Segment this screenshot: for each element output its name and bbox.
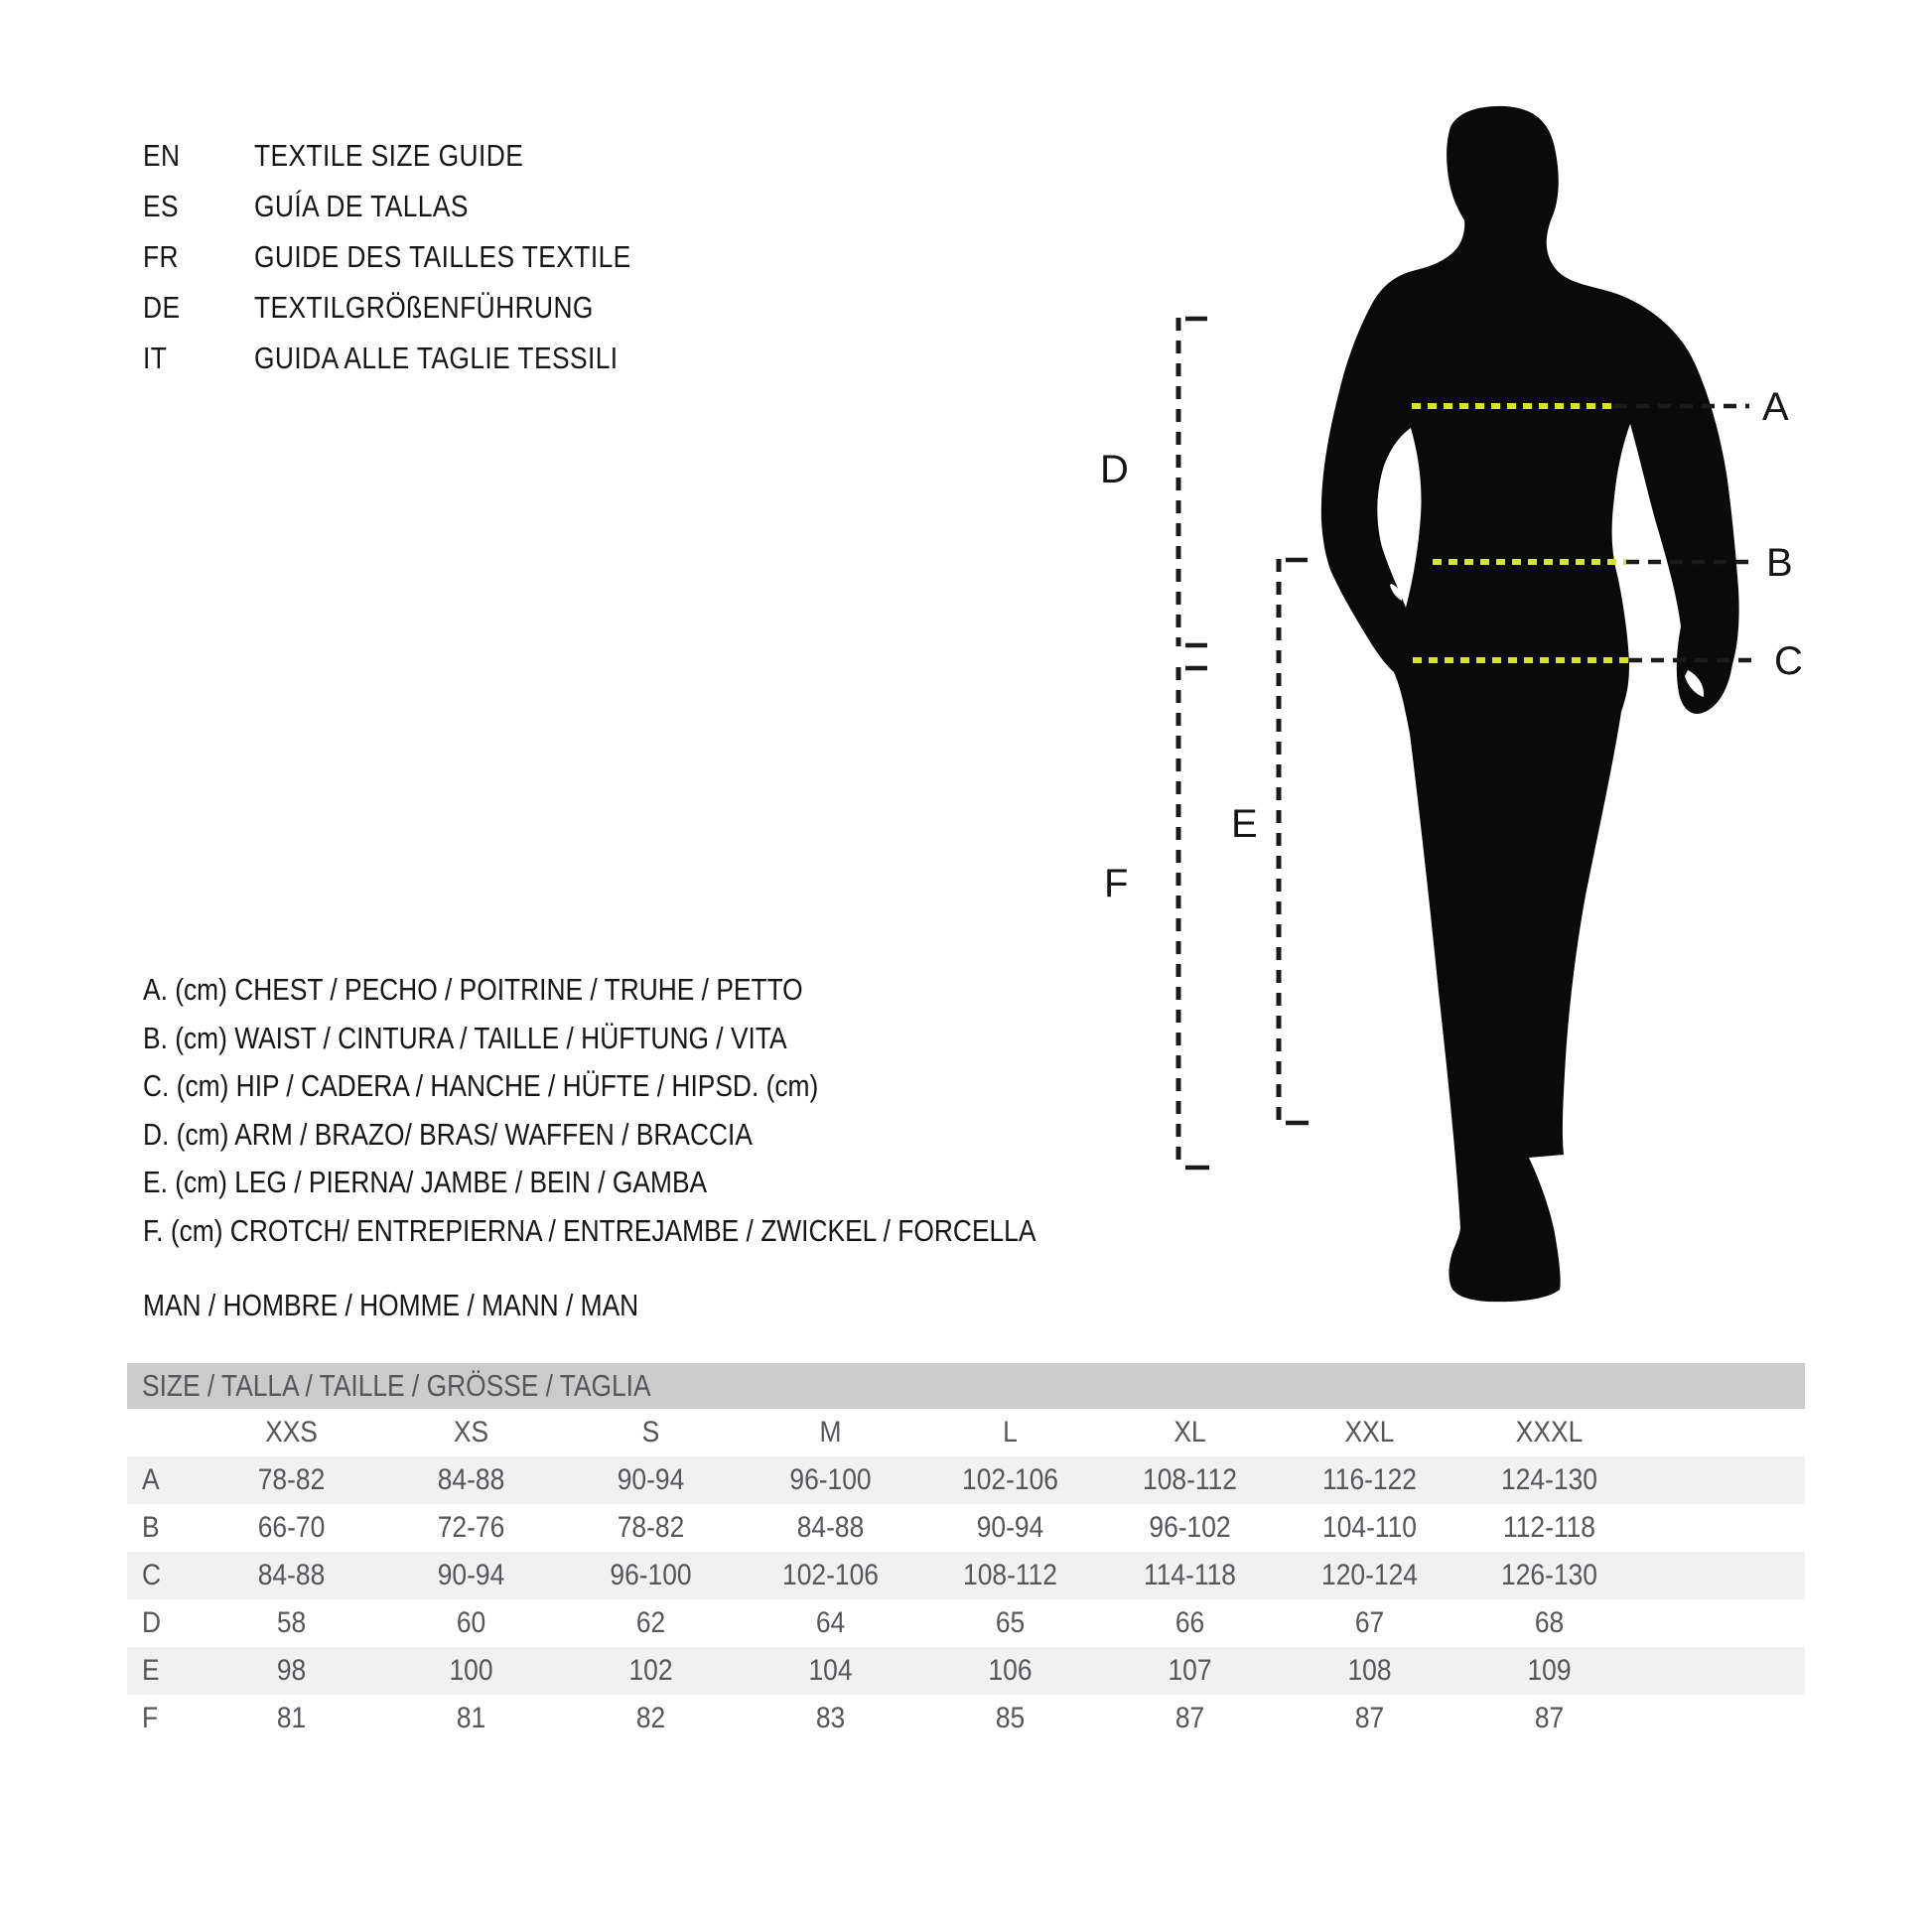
- table-cell: 66-70: [257, 1511, 326, 1544]
- table-cell: 96-102: [1149, 1511, 1231, 1544]
- table-cell: 98: [276, 1654, 307, 1687]
- language-row-en: [143, 130, 698, 181]
- legend-line-leg: E. (cm) LEG / PIERNA/ JAMBE / BEIN / GAMBA: [143, 1165, 708, 1200]
- measurement-figure: [1092, 89, 1932, 1330]
- size-col-header: L: [1003, 1416, 1018, 1449]
- table-cell: 85: [995, 1702, 1026, 1734]
- man-silhouette-icon: [1321, 106, 1739, 1302]
- table-cell: 67: [1354, 1606, 1385, 1639]
- size-table: [127, 1363, 1805, 1742]
- table-cell: 87: [1174, 1702, 1205, 1734]
- table-cell: 108: [1347, 1654, 1392, 1687]
- table-cell: 87: [1534, 1702, 1565, 1734]
- table-cell: 84-88: [257, 1559, 326, 1591]
- table-cell: 83: [815, 1702, 846, 1734]
- table-cell: 82: [635, 1702, 666, 1734]
- hip-label: C: [1774, 639, 1803, 683]
- size-table-header-bar: [127, 1363, 1805, 1409]
- language-title: TEXTILGRÖßENFÜHRUNG: [254, 289, 594, 325]
- table-cell: 78-82: [617, 1511, 685, 1544]
- table-cell: 102-106: [782, 1559, 879, 1591]
- legend-line-arm: D. (cm) ARM / BRAZO/ BRAS/ WAFFEN / BRACCIA: [143, 1116, 753, 1152]
- size-col-header: XXS: [265, 1416, 318, 1449]
- arm-label: D: [1100, 448, 1129, 491]
- table-cell: 90-94: [976, 1511, 1044, 1544]
- table-cell: 87: [1354, 1702, 1385, 1734]
- size-col-header: XXXL: [1515, 1416, 1584, 1449]
- row-key: B: [142, 1511, 160, 1544]
- table-cell: 78-82: [257, 1463, 326, 1496]
- table-cell: 64: [815, 1606, 846, 1639]
- language-title: TEXTILE SIZE GUIDE: [254, 137, 524, 173]
- size-col-header: XS: [453, 1416, 489, 1449]
- row-key: C: [142, 1559, 162, 1591]
- table-cell: 81: [456, 1702, 486, 1734]
- table-cell: 112-118: [1503, 1511, 1595, 1544]
- table-cell: 96-100: [789, 1463, 872, 1496]
- language-code: DE: [143, 289, 181, 325]
- table-cell: 90-94: [617, 1463, 685, 1496]
- language-row-de: [143, 282, 698, 333]
- table-cell: 100: [449, 1654, 493, 1687]
- waist-label: B: [1766, 541, 1793, 585]
- language-title: GUÍA DE TALLAS: [254, 188, 469, 223]
- size-col-header: M: [819, 1416, 842, 1449]
- language-title: GUIDE DES TAILLES TEXTILE: [254, 238, 631, 274]
- table-cell: 81: [276, 1702, 307, 1734]
- language-title: GUIDA ALLE TAGLIE TESSILI: [254, 340, 619, 375]
- language-row-es: [143, 181, 698, 231]
- table-cell: 68: [1534, 1606, 1565, 1639]
- table-cell: 109: [1527, 1654, 1572, 1687]
- table-cell: 60: [456, 1606, 486, 1639]
- table-row-arm: [127, 1599, 1805, 1647]
- language-row-fr: [143, 231, 698, 282]
- table-cell: 72-76: [437, 1511, 505, 1544]
- table-cell: 90-94: [437, 1559, 505, 1591]
- table-cell: 104-110: [1322, 1511, 1417, 1544]
- language-code: FR: [143, 238, 179, 274]
- table-row-leg: [127, 1647, 1805, 1695]
- leg-label: E: [1231, 802, 1258, 846]
- legend-line-chest: A. (cm) CHEST / PECHO / POITRINE / TRUHE / PETTO: [143, 972, 803, 1008]
- table-cell: 66: [1174, 1606, 1205, 1639]
- size-header-row: [127, 1409, 1805, 1456]
- language-code: ES: [143, 188, 180, 223]
- size-col-header: XL: [1173, 1416, 1206, 1449]
- table-cell: 65: [995, 1606, 1026, 1639]
- table-cell: 96-100: [610, 1559, 692, 1591]
- table-cell: 108-112: [1143, 1463, 1237, 1496]
- table-cell: 104: [808, 1654, 853, 1687]
- legend-line-waist: B. (cm) WAIST / CINTURA / TAILLE / HÜFTUNG / VITA: [143, 1020, 787, 1055]
- table-cell: 62: [635, 1606, 666, 1639]
- table-cell: 106: [988, 1654, 1033, 1687]
- table-row-waist: [127, 1504, 1805, 1552]
- size-col-header: XXL: [1344, 1416, 1395, 1449]
- table-cell: 84-88: [437, 1463, 505, 1496]
- table-cell: 58: [276, 1606, 307, 1639]
- crotch-label: F: [1104, 862, 1129, 905]
- row-key: F: [142, 1702, 159, 1734]
- legend-line-crotch: F. (cm) CROTCH/ ENTREPIERNA / ENTREJAMBE / ZWICKEL / FORCELLA: [143, 1212, 1036, 1248]
- row-key: A: [142, 1463, 160, 1496]
- size-table-title: SIZE / TALLA / TAILLE / GRÖSSE / TAGLIA: [142, 1368, 651, 1403]
- measurement-legend: [143, 966, 1193, 1255]
- row-key: D: [142, 1606, 162, 1639]
- size-col-header: S: [641, 1416, 660, 1449]
- table-cell: 84-88: [796, 1511, 865, 1544]
- table-cell: 116-122: [1322, 1463, 1417, 1496]
- table-cell: 114-118: [1144, 1559, 1236, 1591]
- table-cell: 124-130: [1501, 1463, 1597, 1496]
- table-cell: 102: [628, 1654, 673, 1687]
- language-list: [143, 130, 698, 383]
- table-cell: 108-112: [963, 1559, 1057, 1591]
- table-row-hip: [127, 1552, 1805, 1599]
- table-cell: 107: [1168, 1654, 1212, 1687]
- table-cell: 126-130: [1501, 1559, 1597, 1591]
- table-row-chest: [127, 1456, 1805, 1504]
- language-code: EN: [143, 137, 181, 173]
- language-row-it: [143, 333, 698, 383]
- gender-line: MAN / HOMBRE / HOMME / MANN / MAN: [143, 1288, 639, 1322]
- table-cell: 102-106: [962, 1463, 1058, 1496]
- language-code: IT: [143, 340, 168, 375]
- row-key: E: [142, 1654, 160, 1687]
- chest-label: A: [1762, 385, 1789, 429]
- table-cell: 120-124: [1321, 1559, 1418, 1591]
- legend-line-hip: C. (cm) HIP / CADERA / HANCHE / HÜFTE / HIPSD. (cm): [143, 1068, 819, 1104]
- table-row-crotch: [127, 1695, 1805, 1742]
